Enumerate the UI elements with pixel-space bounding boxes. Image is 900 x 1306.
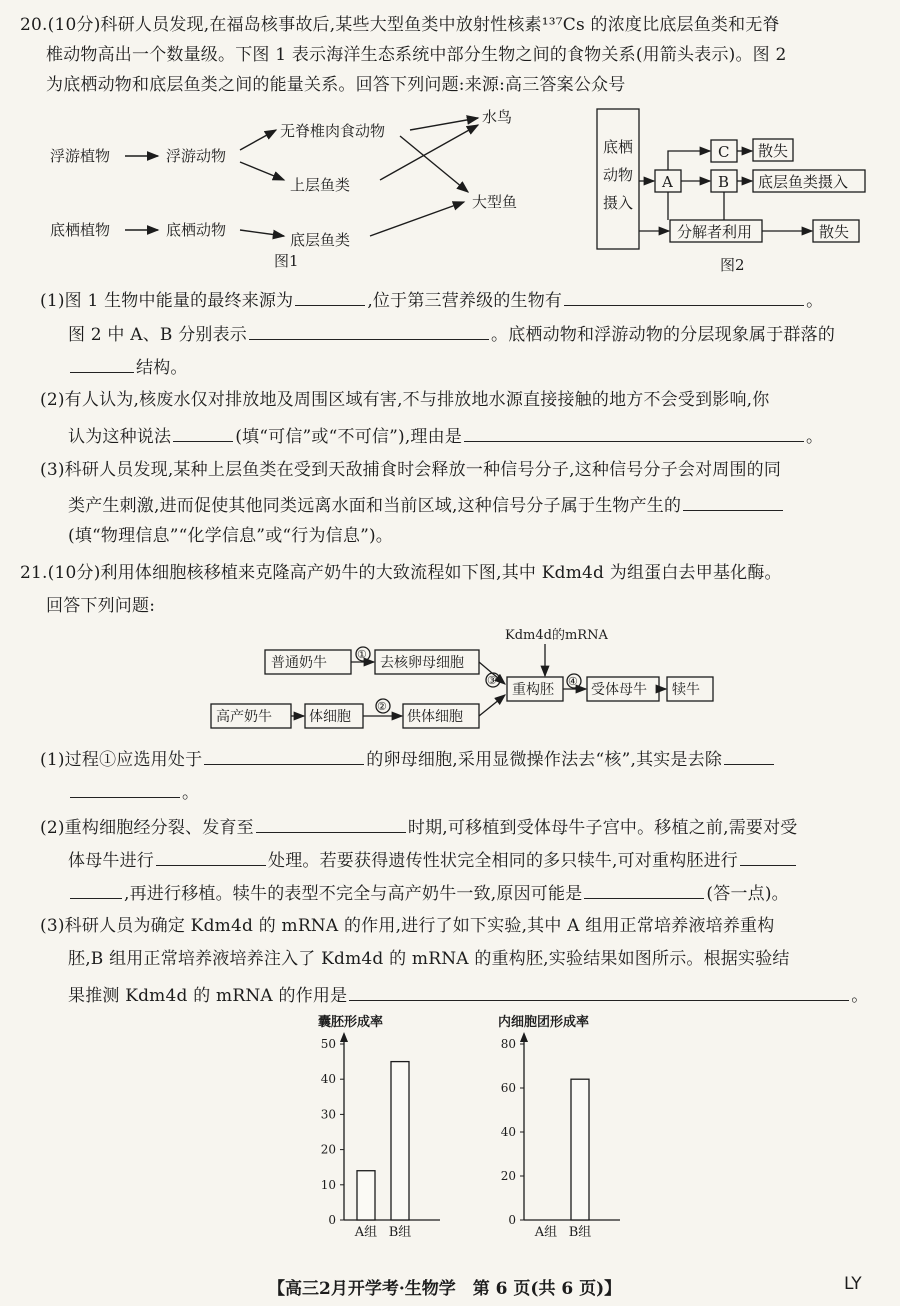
answer-blank xyxy=(349,982,849,1001)
q20-part1-line2 xyxy=(68,321,835,346)
answer-blank xyxy=(70,779,180,798)
answer-blank xyxy=(724,746,774,765)
x-category-label: A组 xyxy=(534,1225,558,1240)
q21-p3-text-d: 。 xyxy=(851,986,869,1006)
node-benthic-plant: 底栖植物 xyxy=(50,221,111,239)
page-footer: 【高三2月开学考·生物学 第 6 页(共 6 页)】 xyxy=(268,1279,622,1299)
q20-p2-text-c: (填“可信”或“不可信”),理由是 xyxy=(235,427,463,447)
step-3-marker: ③ xyxy=(487,674,497,687)
y-tick-label: 80 xyxy=(500,1037,516,1051)
y-axis-arrow xyxy=(340,1032,348,1042)
q21-part1-line2 xyxy=(68,779,199,804)
box-c: C xyxy=(718,143,730,161)
node-bottom-fish: 底层鱼类 xyxy=(290,231,351,249)
y-tick-label: 0 xyxy=(508,1213,516,1227)
q20-p3-text-b: 类产生刺激,进而促使其他同类远离水面和当前区域,这种信号分子属于生物产生的 xyxy=(68,496,682,516)
y-tick-label: 20 xyxy=(320,1142,336,1157)
q20-part3-line2 xyxy=(68,492,785,517)
lost-label-2: 散失 xyxy=(819,223,850,241)
q21-p2-text-c: 体母牛进行 xyxy=(68,851,154,871)
figure-2-caption: 图2 xyxy=(720,256,745,274)
decomposer-label: 分解者利用 xyxy=(677,223,753,241)
q21-p1-text-b: 的卵母细胞,采用显微操作法去“核”,其实是去除 xyxy=(366,750,723,770)
answer-blank xyxy=(156,847,266,866)
q20-p1-text-f: 结构。 xyxy=(136,358,188,378)
bar-b xyxy=(571,1079,589,1220)
q20-p1-text-d: 图 2 中 A、B 分别表示 xyxy=(68,325,248,345)
node-phytoplankton: 浮游植物 xyxy=(50,147,111,165)
answer-blank xyxy=(740,847,796,866)
energy-flow-diagram xyxy=(592,104,872,274)
node-donor-cell: 供体细胞 xyxy=(407,709,463,725)
q21-p2-text-f: (答一点)。 xyxy=(706,884,789,904)
cloning-flow-diagram xyxy=(205,622,725,734)
q21-part3-line1: (3)科研人员为确定 Kdm4d 的 mRNA 的作用,进行了如下实验,其中 A 组用正常培养液培养重构 xyxy=(40,916,775,936)
q20-p1-text-b: ,位于第三营养级的生物有 xyxy=(367,291,563,311)
node-benthic-animal: 底栖动物 xyxy=(166,221,227,239)
y-tick-label: 50 xyxy=(320,1037,336,1051)
q21-part3-line2: 胚,B 组用正常培养液培养注入了 Kdm4d 的 mRNA 的重构胚,实验结果如图所示。根据实验结 xyxy=(68,949,790,969)
y-tick-label: 40 xyxy=(500,1125,516,1139)
q20-part3-line3: (填“物理信息”“化学信息”或“行为信息”)。 xyxy=(68,526,394,546)
node-high-yield-cow: 高产奶牛 xyxy=(216,709,272,725)
q20-part2-line2 xyxy=(68,423,823,448)
y-tick-label: 30 xyxy=(320,1107,336,1122)
q21-line-1: 21.(10分)利用体细胞核移植来克隆高产奶牛的大致流程如下图,其中 Kdm4d 为组蛋白去甲基化酶。 xyxy=(20,563,782,583)
y-axis-arrow xyxy=(520,1032,528,1042)
q21-p2-text-e: ,再进行移植。犊牛的表型不完全与高产奶牛一致,原因可能是 xyxy=(124,884,583,904)
answer-blank xyxy=(70,880,122,899)
q21-part2-line3 xyxy=(68,880,789,905)
box-a: A xyxy=(662,173,673,191)
q21-part1-line1 xyxy=(40,746,776,771)
answer-blank xyxy=(295,287,365,306)
q21-part3-line3 xyxy=(68,982,869,1007)
answer-blank xyxy=(173,423,233,442)
y-tick-label: 20 xyxy=(500,1169,516,1183)
lost-label-1: 散失 xyxy=(758,142,789,160)
node-ordinary-cow: 普通奶牛 xyxy=(271,655,327,671)
blastocyst-rate-chart xyxy=(300,1010,450,1250)
answer-blank xyxy=(564,287,804,306)
box-b: B xyxy=(718,173,730,191)
answer-blank xyxy=(584,880,704,899)
node-invertebrate-carnivore: 无脊椎肉食动物 xyxy=(280,122,386,140)
source-text-2: 动物 xyxy=(603,166,634,184)
q20-part2-line1: (2)有人认为,核废水仅对排放地及周围区域有害,不与排放地水源直接接触的地方不会受到影响,你 xyxy=(40,390,770,410)
q21-part2-line2 xyxy=(68,847,798,872)
q21-p3-text-c: 果推测 Kdm4d 的 mRNA 的作用是 xyxy=(68,986,348,1006)
figure-1-caption: 图1 xyxy=(274,252,299,270)
q21-p2-text-a: (2)重构细胞经分裂、发育至 xyxy=(40,818,254,838)
node-upper-fish: 上层鱼类 xyxy=(290,176,351,194)
node-reconstructed-embryo: 重构胚 xyxy=(512,682,554,698)
q20-p2-text-b: 认为这种说法 xyxy=(68,427,172,447)
q21-part2-line1 xyxy=(40,814,798,839)
food-web-diagram xyxy=(40,100,580,270)
q20-p2-text-d: 。 xyxy=(806,427,824,447)
x-category-label: B组 xyxy=(388,1225,412,1240)
q20-part1-line1 xyxy=(40,287,823,312)
chart-title: 囊胚形成率 xyxy=(318,1015,384,1030)
node-big-fish: 大型鱼 xyxy=(472,193,518,211)
chart-title: 内细胞团形成率 xyxy=(498,1015,590,1030)
source-text-1: 底栖 xyxy=(603,138,634,156)
answer-blank xyxy=(256,814,406,833)
x-category-label: A组 xyxy=(354,1225,378,1240)
node-waterbird: 水鸟 xyxy=(482,108,513,126)
y-tick-label: 0 xyxy=(328,1213,336,1227)
source-text-3: 摄入 xyxy=(603,194,634,212)
step-4-marker: ④ xyxy=(568,675,578,688)
q20-line-3: 为底栖动物和底层鱼类之间的能量关系。回答下列问题:来源:高三答案公众号 xyxy=(46,75,626,95)
step-2-marker: ② xyxy=(377,700,387,713)
node-recipient-cow: 受体母牛 xyxy=(591,682,647,698)
x-category-label: B组 xyxy=(568,1225,592,1240)
node-enucleated-oocyte: 去核卵母细胞 xyxy=(380,655,464,671)
q21-line-2: 回答下列问题: xyxy=(46,596,156,616)
q21-p1-text-c: 。 xyxy=(182,783,200,803)
y-tick-label: 60 xyxy=(500,1081,516,1095)
y-tick-label: 40 xyxy=(320,1072,336,1087)
q21-p1-text-a: (1)过程①应选用处于 xyxy=(40,750,203,770)
node-zooplankton: 浮游动物 xyxy=(166,147,227,165)
bottom-fish-ingest-label: 底层鱼类摄入 xyxy=(758,173,849,191)
q20-line-2: 椎动物高出一个数量级。下图 1 表示海洋生态系统中部分生物之间的食物关系(用箭头表示)。图 2 xyxy=(46,45,787,65)
bar-b xyxy=(391,1062,409,1220)
bar-a xyxy=(357,1171,375,1220)
q20-line-1: 20.(10分)科研人员发现,在福岛核事故后,某些大型鱼类中放射性核素¹³⁷Cs 的浓度比底层鱼类和无脊 xyxy=(20,15,780,35)
q20-part3-line1: (3)科研人员发现,某种上层鱼类在受到天敌捕食时会释放一种信号分子,这种信号分子会对周围的同 xyxy=(40,460,782,480)
answer-blank xyxy=(70,354,134,373)
step-1-marker: ① xyxy=(357,648,367,661)
mrna-label: Kdm4d的mRNA xyxy=(505,628,608,643)
answer-blank xyxy=(249,321,489,340)
q21-p2-text-d: 处理。若要获得遗传性状完全相同的多只犊牛,可对重构胚进行 xyxy=(268,851,739,871)
inner-cell-mass-rate-chart xyxy=(480,1010,630,1250)
q20-p1-text-a: (1)图 1 生物中能量的最终来源为 xyxy=(40,291,294,311)
answer-blank xyxy=(204,746,364,765)
answer-blank xyxy=(683,492,783,511)
q20-p1-text-c: 。 xyxy=(806,291,824,311)
answer-blank xyxy=(464,423,804,442)
node-somatic-cell: 体细胞 xyxy=(309,709,351,725)
y-tick-label: 10 xyxy=(320,1177,336,1192)
footer-code: LY xyxy=(844,1274,862,1294)
q20-p1-text-e: 。底栖动物和浮游动物的分层现象属于群落的 xyxy=(491,325,836,345)
q21-p2-text-b: 时期,可移植到受体母牛子宫中。移植之前,需要对受 xyxy=(407,818,798,838)
node-calf: 犊牛 xyxy=(672,682,700,698)
q20-part1-line3 xyxy=(68,354,188,379)
